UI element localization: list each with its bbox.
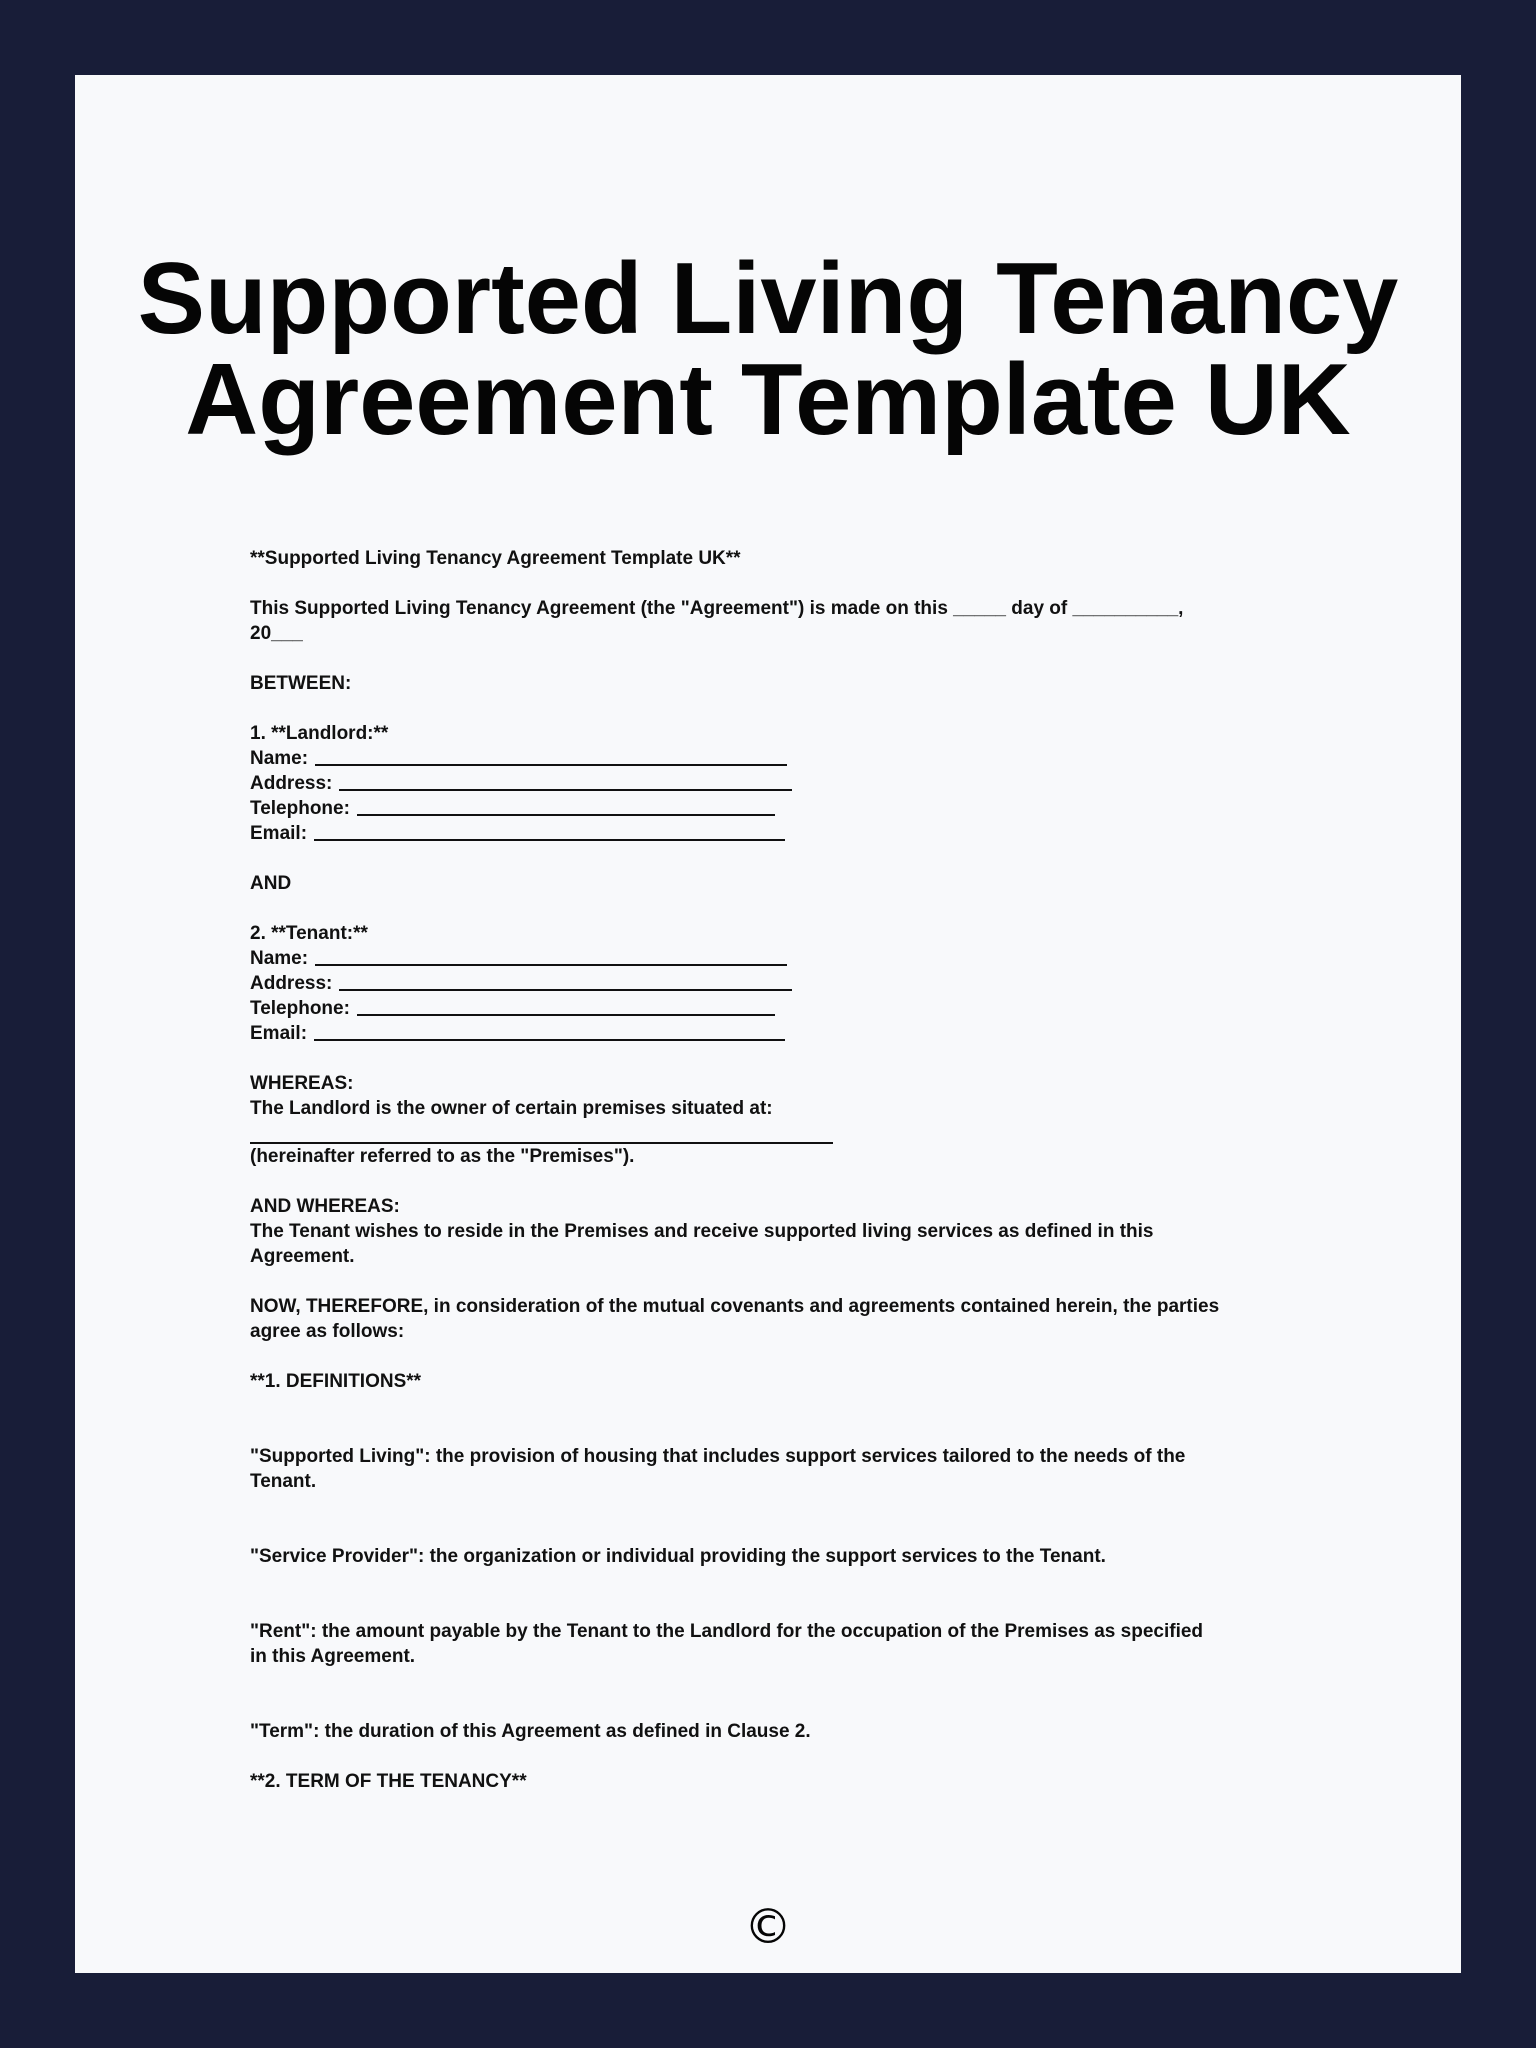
tenant-telephone-label: Telephone: (250, 998, 350, 1019)
landlord-heading: 1. **Landlord:** (250, 723, 389, 744)
tenant-section (250, 921, 1360, 1046)
tenant-heading: 2. **Tenant:** (250, 923, 368, 944)
whereas-label: WHEREAS: (250, 1073, 354, 1094)
landlord-telephone-blank (357, 814, 775, 816)
title-line-1: Supported Living Tenancy (137, 243, 1399, 355)
document-title (75, 243, 1461, 456)
landlord-section (250, 721, 1360, 846)
intro-line-2: 20___ (250, 623, 303, 644)
tenant-address-row (250, 971, 1360, 996)
landlord-telephone-label: Telephone: (250, 798, 350, 819)
between-label: BETWEEN: (250, 673, 352, 694)
document-page (75, 75, 1461, 1973)
tenant-address-label: Address: (250, 973, 333, 994)
landlord-name-label: Name: (250, 748, 309, 769)
title-line-2: Agreement Template UK (185, 344, 1351, 456)
and-whereas-line-2: Agreement. (250, 1246, 355, 1267)
now-therefore-line-2: agree as follows: (250, 1321, 405, 1342)
premises-address-blank (250, 1121, 833, 1144)
definition-supported-living-line-2: Tenant. (250, 1471, 317, 1492)
landlord-address-label: Address: (250, 773, 333, 794)
agreement-body (250, 546, 1360, 1794)
tenant-email-blank (314, 1039, 785, 1041)
landlord-telephone-row (250, 796, 1360, 821)
landlord-email-label: Email: (250, 823, 308, 844)
definitions-heading: **1. DEFINITIONS** (250, 1371, 422, 1392)
landlord-email-blank (314, 839, 785, 841)
landlord-address-blank (339, 789, 792, 791)
and-whereas-label: AND WHEREAS: (250, 1196, 400, 1217)
definition-service-provider: "Service Provider": the organization or individual providing the support services to the Tenant. (250, 1546, 1106, 1567)
and-whereas-line-1: The Tenant wishes to reside in the Premises and receive supported living services as defined in this (250, 1221, 1154, 1242)
landlord-address-row (250, 771, 1360, 796)
agreement-heading: **Supported Living Tenancy Agreement Template UK** (250, 548, 741, 569)
definition-rent-line-2: in this Agreement. (250, 1646, 416, 1667)
tenant-email-row (250, 1021, 1360, 1046)
premises-text: (hereinafter referred to as the "Premises"). (250, 1146, 635, 1167)
copyright-icon: © (744, 1899, 792, 1955)
tenant-address-blank (339, 989, 792, 991)
landlord-name-row (250, 746, 1360, 771)
definition-term: "Term": the duration of this Agreement as defined in Clause 2. (250, 1721, 811, 1742)
tenant-telephone-row (250, 996, 1360, 1021)
tenant-telephone-blank (357, 1014, 775, 1016)
and-label: AND (250, 873, 292, 894)
intro-line-1: This Supported Living Tenancy Agreement (the "Agreement") is made on this _____ day of __________, (250, 598, 1184, 619)
tenant-name-blank (315, 964, 787, 966)
landlord-email-row (250, 821, 1360, 846)
tenant-name-row (250, 946, 1360, 971)
now-therefore-line-1: NOW, THEREFORE, in consideration of the mutual covenants and agreements contained herein, the parties (250, 1296, 1220, 1317)
landlord-name-blank (315, 764, 787, 766)
term-heading: **2. TERM OF THE TENANCY** (250, 1771, 527, 1792)
whereas-text: The Landlord is the owner of certain premises situated at: (250, 1098, 773, 1119)
definition-supported-living-line-1: "Supported Living": the provision of housing that includes support services tailored to the needs of the (250, 1446, 1186, 1467)
definition-rent-line-1: "Rent": the amount payable by the Tenant to the Landlord for the occupation of the Premises as specified (250, 1621, 1204, 1642)
tenant-name-label: Name: (250, 948, 309, 969)
tenant-email-label: Email: (250, 1023, 308, 1044)
